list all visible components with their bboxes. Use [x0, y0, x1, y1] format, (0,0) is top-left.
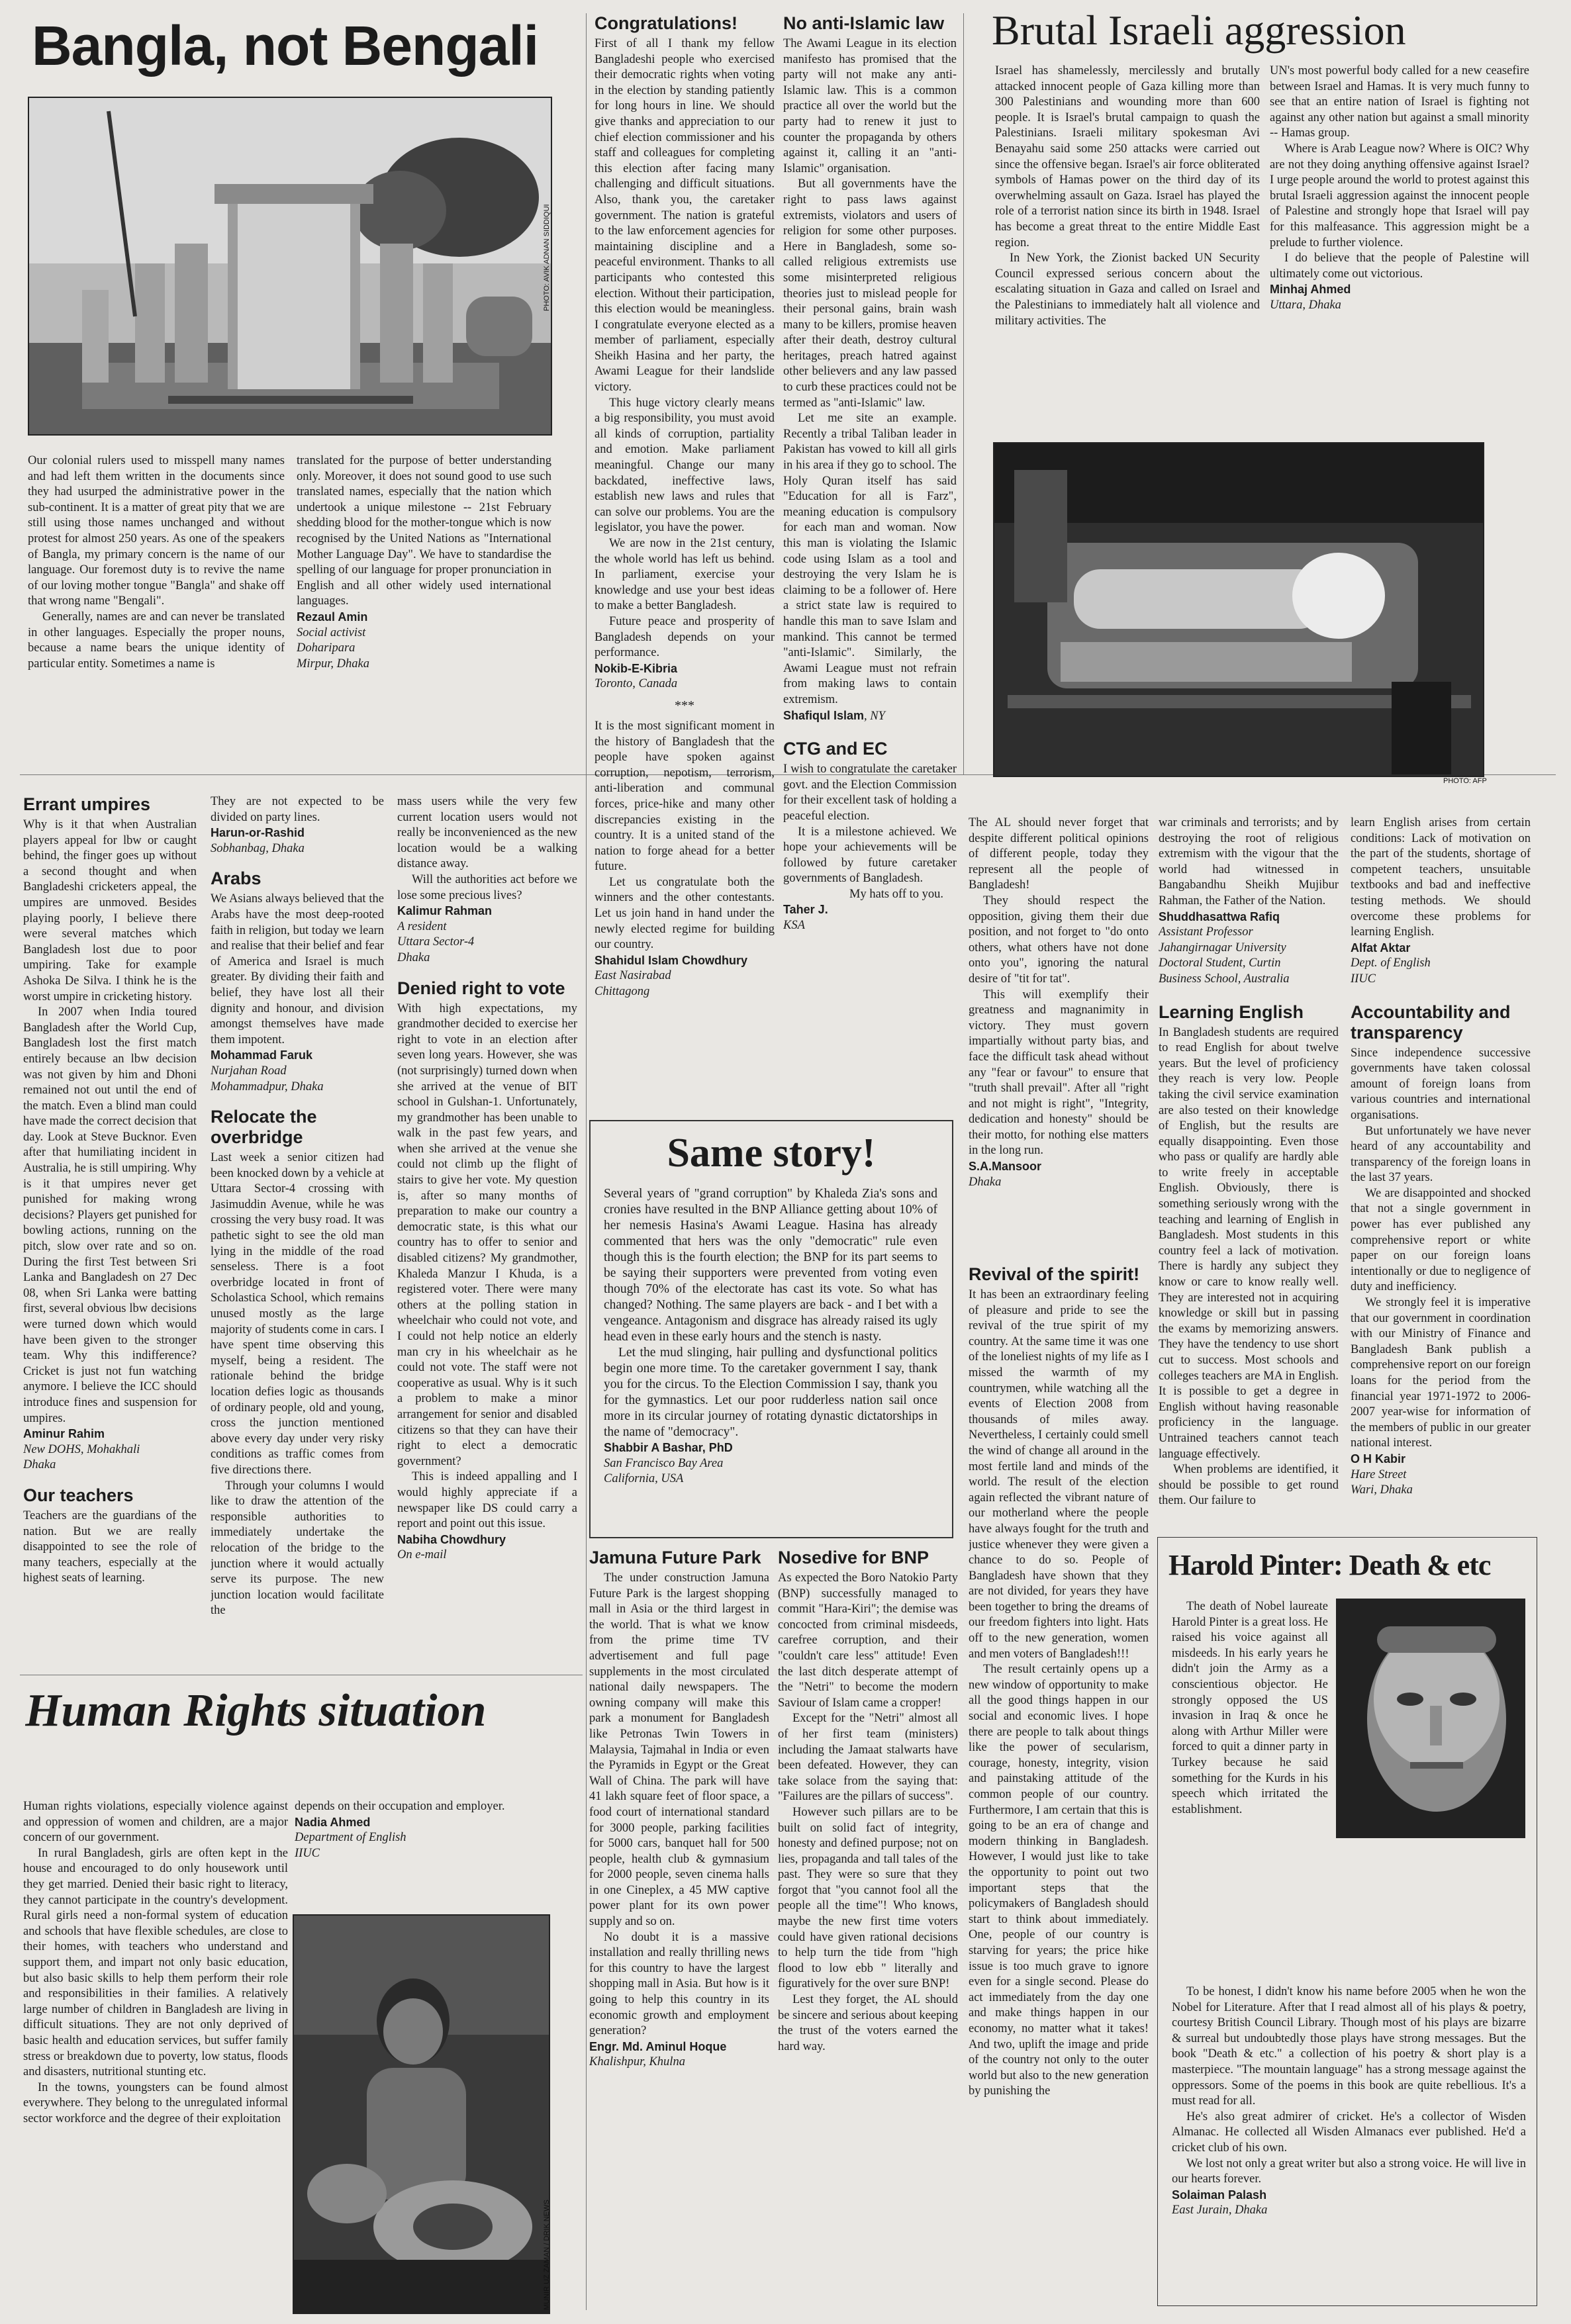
article-israel-col1	[995, 64, 1260, 424]
signature-name: Shafiqul Islam	[783, 708, 865, 722]
article-title: Revival of the spirit!	[969, 1264, 1140, 1284]
article-bangla-col2	[297, 453, 551, 748]
article-arabs-p1: We Asians always believed that the Arabs have the most deep-rooted faith in religion, but today we learn and realise that their belief and fear of America and Israel is much greater. By dividing their faith and belief, they have lost all their dignity and honour, and division amongst themselves have made them impotent.	[211, 892, 384, 1046]
signature-name: Nabiha Chowdhury	[397, 1532, 506, 1546]
article-israel-p1: Israel has shamelessly, mercilessly and brutally attacked innocent people of Gaza killing more than 300 Palestinians and wounding more than 600 people. It is Israel's brutal campaign to quash the Palestinians. Israeli military spokesman Avi Benayahu said some 250 attacks were carried out since the offensive began. Israel's air force obliterated symbols of Hamas power on the third day of its overwhelming assault on Gaza. Israel has played the role of a terrorist nation since its birth in 1948. Israel has become a great threat to the entire Middle East region.	[995, 64, 1260, 250]
article-congrats-p3: We are now in the 21st century, the whole world has left us behind. In parliament, exercise your knowledge and use your best ideas to make a better Bangladesh.	[595, 537, 775, 613]
article-pinter-p3: He's also great admirer of cricket. He's a collector of Wisden Almanac. He collected all Wisden Almanacs ever published. He'd a cricket club of his own.	[1172, 2110, 1526, 2155]
article-title: Our teachers	[23, 1485, 134, 1505]
article-israel-p2: In New York, the Zionist backed UN Security Council expressed serious concern about the escalating situation in Gaza and called on Israel and the Palestinians to immediately halt all violence and military activities. The	[995, 252, 1260, 328]
signature-address: New DOHS, Mohakhali	[23, 1442, 140, 1456]
article-human-rights-p3: In the towns, youngsters can be found almost everywhere. They belong to the unregulated informal sector workforce and the degree of their exploitation	[23, 2080, 288, 2125]
article-bangla-p3: translated for the purpose of better understanding only. Moreover, it does not sound good to use such translated names, especially that the nation which undertook a unique milestone -- 21st February shedding blood for the mother-tongue which is now recognised by the United Nations as "International Mother Language Day". We have to standardise the spelling of our language for proper pronunciation in English and all other widely used international languages.	[297, 454, 551, 608]
headline-human-rights: Human Rights situation	[25, 1685, 487, 1736]
article-teachers-p1: Teachers are the guardians of the nation. But we are really disappointed to see the role of many teachers, especially at the highest seats of learning.	[23, 1509, 197, 1585]
article-accountability-p3: We are disappointed and shocked that not a single government in power has ever published any comprehensive report or white paper on our foreign loans intentionally or due to negligence of duty and inefficiency.	[1351, 1186, 1531, 1294]
article-anti-islamic-p2: But all governments have the right to pass laws against extremists, violators and users of religion for some other purposes. Here in Bangladesh, some so-called religious extremists use some misinterpreted religious theories just to mislead people for their personal gains, brain wash many to be killers, promise heaven after their death, destroy cultural heritages, preach hatred against other believers and any law passed to curb these practices could not be termed as "anti-Islamic" law.	[783, 177, 957, 410]
article-accountability-p2: But unfortunately we have never heard of any accountability and transparency of the foreign loans in the last 37 years.	[1351, 1124, 1531, 1185]
article-anti-islamic-p3: Let me site an example. Recently a tribal Taliban leader in Pakistan has vowed to kill all girls in his area if they go to school. The Holy Quran itself has said "Education for all is Farz", meaning education is compulsory for each man and woman. Now this man is violating the Islamic code using Islam as a tool and destroying the very Islam he is claiming to be a follower of. Here a strict state law is required to handle this man to save Islam and mankind. This cannot be termed "anti-Islamic". Similarly, the Awami League must not refrain from making laws to contain extremism.	[783, 412, 957, 706]
signature-name: Mohammad Faruk	[211, 1048, 313, 1062]
signature-designation: Department of English	[295, 1831, 406, 1845]
article-israel-p4: Where is Arab League now? Where is OIC? Why are not they doing anything offensive against Israel? I urge people around the world to protest against this brutal Israeli aggression against the innocent people of Palestine and strongly hope that Israel will pay for this malfeasance. This aggression might be a prelude to further violence.	[1270, 142, 1529, 250]
headline-pinter: Harold Pinter: Death & etc	[1168, 1549, 1491, 1581]
signature-designation: Social activist	[297, 626, 366, 639]
photo-credit-gaza: PHOTO: AFP	[1443, 777, 1487, 785]
article-nosedive	[778, 1548, 958, 2315]
article-pinter-p2: To be honest, I didn't know his name before 2005 when he won the Nobel for Literature. After that I read almost all of his plays & poetry, courtesy British Council Library. Though most of his plays are bizarre & surreal but undoubtedly those plays have strong messages. But the book "Death & etc." a collection of his poetry & short play is a masterpiece. "The mountain language" has a strong message against the oppressors. Some of the poems in this book are quite rebellious. It's a must read for all.	[1172, 1985, 1526, 2108]
article-israel-col2	[1270, 64, 1529, 424]
article-title: Denied right to vote	[397, 978, 565, 998]
article-war-criminals	[1159, 815, 1339, 1530]
signature-address: Uttara, Dhaka	[1270, 298, 1341, 312]
article-congrats	[595, 13, 775, 1112]
signature-designation: Doctoral Student, Curtin	[1159, 956, 1281, 970]
article-vote-p2: This is indeed appalling and I would highly appreciate if a newspaper like DS could carry a report and point out this issue.	[397, 1470, 577, 1531]
article-al-p3: This will exemplify their greatness and magnanimity in victory. They must govern impartially without party bias, and face the difficult task ahead without any "fear or favour" to ensure that "truth shall prevail". After all "right and not might is right", "Integrity, dedication and honesty" should be their motto, for nothing else matters in the long run.	[969, 988, 1149, 1158]
article-nosedive-p4: Lest they forget, the AL should be sincere and serious about keeping the trust of the voters earned the hard way.	[778, 1993, 958, 2053]
signature-address: East Jurain, Dhaka	[1172, 2204, 1268, 2217]
signature-name: Nokib-E-Kibria	[595, 661, 678, 675]
signature-address: , NY	[864, 709, 885, 723]
photo-credit-shaheed-minar: PHOTO: AVIK ADNAN SIDDIQUI	[543, 204, 551, 311]
signature-designation: Jahangirnagar University	[1159, 941, 1286, 954]
article-revival	[969, 1264, 1149, 2317]
article-overbridge-p2: Through your columns I would like to draw the attention of the responsible authorities to immediately undertake the relocation of the bridge to the junction where it would actually serve its purpose. The new junction location would facilitate the	[211, 1479, 384, 1618]
article-title: Learning English	[1159, 1001, 1304, 1022]
gaza-photo-illustration	[994, 443, 1483, 776]
signature-address: Dhaka	[23, 1458, 56, 1472]
article-human-rights-p4: depends on their occupation and employer.	[295, 1800, 505, 1813]
signature-name: Nadia Ahmed	[295, 1815, 371, 1829]
signature-address: On e-mail	[397, 1548, 447, 1562]
article-english-p2: When problems are identified, it should be possible to get round them. Our failure to	[1159, 1463, 1339, 1508]
signature-address: Mirpur, Dhaka	[297, 657, 369, 671]
photo-shaheed-minar	[28, 97, 552, 436]
signature-designation: Assistant Professor	[1159, 925, 1253, 939]
signature-name: Kalimur Rahman	[397, 904, 493, 918]
article-israel-p5: I do believe that the people of Palestine will ultimately come out victorious.	[1270, 252, 1529, 281]
article-title: Congratulations!	[595, 13, 738, 33]
article-ctg-p3: My hats off to you.	[849, 887, 944, 901]
signature-designation: Business School, Australia	[1159, 972, 1290, 986]
article-umpires	[23, 794, 197, 1784]
article-title: No anti-Islamic law	[783, 13, 945, 33]
article-title: Jamuna Future Park	[589, 1548, 761, 1567]
signature-name: Shabbir A Bashar, PhD	[604, 1441, 733, 1454]
signature-address: Doharipara	[297, 641, 356, 655]
article-al	[969, 815, 1149, 1252]
signature-designation: IIUC	[295, 1846, 320, 1860]
photo-gaza	[993, 442, 1484, 777]
article-same-story	[604, 1186, 937, 1530]
signature-address: Uttara Sector-4	[397, 935, 475, 949]
headline-israel: Brutal Israeli aggression	[992, 7, 1406, 54]
article-english-p3: learn English arises from certain conditions: Lack of motivation on the part of the students, shortage of competent teachers, unsuitable textbooks and bad and ineffective testing methods. We should overcome these problems for learning English.	[1351, 816, 1531, 939]
article-pinter-body	[1172, 1984, 1526, 2305]
signature-name: Engr. Md. Aminul Hoque	[589, 2039, 727, 2053]
signature-address: Hare Street	[1351, 1467, 1407, 1481]
article-overbridge-p4: Will the authorities act before we lose some precious lives?	[397, 872, 577, 902]
article-ctg-p2: It is a milestone achieved. We hope your achievements will be followed by future caretaker governments of Bangladesh.	[783, 825, 957, 886]
article-pinter-intro	[1172, 1599, 1328, 1983]
article-title: Arabs	[211, 868, 262, 889]
signature-name: Taher J.	[783, 903, 828, 917]
column-divider	[963, 13, 964, 774]
article-nosedive-p3: However such pillars are to be built on solid fact of integrity, honesty and defined purpose; not on lies, propaganda and tall tales of the past. They were so sure that they forgot that "you cannot fool all the people all the time"! Who knows, maybe the new first time voters could have given rational decisions to help turn the tide from "high flood to low ebb " literally and figuratively for the over sure BNP!	[778, 1805, 958, 1991]
photo-pinter	[1336, 1599, 1525, 1838]
article-english-p1: In Bangladesh students are required to read English for about twelve years. But the level of proficiency they reach is very low. People taking the civil service examination are also tested on their knowledge of English, but the results are equally disappointing. Even those who pass or qualify are hardly able to write freely in acceptable English. Obviously, there is something seriously wrong with the teaching and learning of English in Bangladesh. Most students in this country feel a lack of motivation. There is hardly any subject they know or care to know really well. They are interested not in acquiring knowledge or skill but in passing the exams by memorizing answers. They have the tendency to use short cut to success. Most schools and colleges teachers are MA in English. It is possible to get a degree in English without having reasonable proficiency in the language. Untrained teachers cannot teach language effectively.	[1159, 1025, 1339, 1461]
pinter-portrait-illustration	[1337, 1600, 1524, 1837]
signature-name: S.A.Mansoor	[969, 1160, 1042, 1174]
article-al-p2: They should respect the opposition, giving them their due position, and not forget to "do onto others, what others have not done onto you", ignoring the natural desire of "tit for tat".	[969, 894, 1149, 986]
article-accountability-p4: We strongly feel it is imperative that our government in coordination with our Ministry of Finance and Bangladesh Bank publish a comprehensive report on our foreign loans for the period from the financial year 1971-1972 to 2006-2007 year-wise for information of the members of public in our greater national interest.	[1351, 1296, 1531, 1450]
article-teachers-cont	[211, 794, 384, 1784]
article-overbridge-p1: Last week a senior citizen had been knocked down by a vehicle at Uttara Sector-4 crossing with Jasimuddin Avenue, while he was crossing the very busy road. It was pathetic sight to see the old man lying in the middle of the road senseless. There is a foot overbridge located in front of Scholastica School, which remains unused mostly as the large majority of students come in cars. I have spent time observing this myself, being a resident. The rationale behind the bridge location defies logic as thousands of ordinary people, old and young, cross the junction mentioned above every day under very risky conditions as traffic comes from five directions there.	[211, 1151, 384, 1477]
article-human-rights-p2: In rural Bangladesh, girls are often kept in the house and encouraged to do only housework until they get married. Denied their basic right to literacy, they cannot participate in the country's development. Rural girls need a non-formal system of education and schools that have flexible schedules, are close to their homes, with teachers who understand and support them, and impart not only basic education, but also basic skills to help them perform their role and responsibilities in their families. A relatively large number of children in Bangladesh are living in difficult situations. They are not only deprived of basic health and education services, but suffer family stress or breakdown due to poverty, low status, floods and disasters, nutritional stunting etc.	[23, 1846, 288, 2079]
shaheed-minar-illustration	[29, 98, 551, 434]
article-nosedive-p2: Except for the "Netri" almost all of her first team (ministers) including the Jamaat stalwarts have been defeated. However, they can take solace from the saying that: "Failures are the pillars of success".	[778, 1712, 958, 1804]
article-bangla-p2: Generally, names are and can never be translated in other languages. Especially the proper nouns, because a name bears the unique identity of particular entity. Sometimes a name is	[28, 610, 285, 671]
article-bangla-col1	[28, 453, 285, 745]
article-war-criminals-p1: war criminals and terrorists; and by destroying the root of religious extremism with the vigour that the world had witnessed in Bangabandhu Sheikh Mujibur Rahman, the Father of the Nation.	[1159, 816, 1339, 907]
article-ctg-p1: I wish to congratulate the caretaker govt. and the Election Commission for their excellent task of holding a peaceful election.	[783, 763, 957, 823]
article-congrats-p1: First of all I thank my fellow Bangladeshi people who exercised their democratic rights when voting in the election by standing patiently for long hours in line. We should give thanks and appreciation to our chief election commissioner and his staff and colleagues for completing this election after facing many challenging and difficult situations. Also, thank you, the caretaker government. The nation is grateful to the law enforcement agencies for maintaining discipline and a peaceful environment. Thanks to all participants who contested this election. Without their participation, this election would be meaningless. I congratulate everyone elected as a member of parliament, especially Sheikh Hasina and her party, the Awami League for their landslide victory.	[595, 37, 775, 395]
signature-name: Aminur Rahim	[23, 1427, 105, 1441]
signature-address: Dhaka	[397, 951, 430, 964]
article-congrats-p5: It is the most significant moment in the history of Bangladesh that the people have spoken against corruption, nepotism, terrorism, anti-liberation and communal forces, price-hike and many other discrepancies existing in the country. It is a united stand of the nation to forge ahead for a better future.	[595, 719, 775, 874]
signature-address: East Nasirabad	[595, 969, 671, 983]
article-same-story-p2: Let the mud slinging, hair pulling and dysfunctional politics begin one more time. To the caretaker government I say, thank you for the circus. To the Election Commission I say, thank you for the gymnastics. Let our poor rudderless nation sail once more in its circular journey of rotating dynastic dictatorships in the name of "democracy".	[604, 1346, 937, 1439]
article-congrats-p4: Future peace and prosperity of Bangladesh depends on your performance.	[595, 614, 775, 660]
article-human-rights-p1: Human rights violations, especially violence against and oppression of women and children, are a major concern of our government.	[23, 1800, 288, 1845]
article-pinter-p4: We lost not only a great writer but also a strong voice. He will live in our hearts forever.	[1172, 2157, 1526, 2186]
article-human-rights	[23, 1799, 288, 2315]
article-bangla-p1: Our colonial rulers used to misspell many names and had left them written in the documents since they had usurped the administrative power in the sub-continent. It is a matter of great pity that we are still using those names unchanged and without protest for almost 250 years. As one of the speakers of Bangla, my primary concern is the name of our language. Our foremost duty is to revive the name of our loving mother tongue "Bangla" and shake off that wrong name "Bengali".	[28, 454, 285, 608]
article-congrats-p6: Let us congratulate both the winners and the other contestants. Let us join hand in hand under the newly elected regime for building our country.	[595, 875, 775, 952]
article-revival-p2: The result certainly opens up a new window of opportunity to make all the good things happen in our social and economic lives. I hope there are people to talk about things like the power of secularism, courage, honesty, integrity, vision and painstaking attitude of the common people of our country. Furthermore, I am certain that this is going to be an era of change and modern thinking in Bangladesh. However, I would just like to take the opportunity to point out two important steps that the policymakers of Bangladesh should start to think about immediately. One, people of our country is starving for years; the price hike issue is too much grave to ignore even for a single second. Please do act immediately from the day one and make things happen in our economy, no matter what it takes! And two, uplift the image and pride of the country not only to the outer world but also to the new generation by punishing the	[969, 1663, 1149, 2098]
child-worker-illustration	[294, 1916, 549, 2313]
signature-address: Mohammadpur, Dhaka	[211, 1080, 324, 1093]
signature-name: O H Kabir	[1351, 1452, 1406, 1465]
article-al-p1: The AL should never forget that despite different political opinions of different people, today they represent all the people of Bangladesh!	[969, 816, 1149, 892]
signature-address: San Francisco Bay Area	[604, 1456, 724, 1470]
article-title: Errant umpires	[23, 794, 151, 814]
photo-credit-worker: MUNIR UZ ZAMAN / DRIK NEWS	[543, 2200, 551, 2310]
article-anti-islamic-p1: The Awami League in its election manifesto has promised that the party will not make any anti-Islamic law. This is a common practice all over the world but the party had to renew it just to counter the propaganda by others against it, calling it an "anti-Islamic" organisation.	[783, 37, 957, 175]
signature-designation: IIUC	[1351, 972, 1376, 986]
signature-address: Wari, Dhaka	[1351, 1483, 1413, 1497]
article-vote-p1: With high expectations, my grandmother decided to exercise her right to vote in an election after seven long years. However, she was (not surprisingly) turned down when she arrived at the venue of BIT school in Gulshan-1. Unfortunately, my grandmother has been unable to walk in the past few years, and when she arrived at the venue she could not climb up the flight of stairs to give her vote. My question is, after so many months of preparation to make our country a democratic state, is this what our country has to offer to senior and disabled citizens? My grandmother, Khaleda Manzur I Khuda, is a registered voter. There were many others at the polling station in wheelchair who could not vote, and I could not help notice an elderly man cry in his wheelchair as he could not vote. The staff were not cooperative as usual. Why is it such a problem to make a minor arrangement for senior and disabled citizens so that they can have their right to elect a democratic government?	[397, 1001, 577, 1468]
signature-address: Nurjahan Road	[211, 1064, 287, 1078]
article-title: CTG and EC	[783, 739, 888, 759]
column-divider	[586, 13, 587, 2310]
article-accountability	[1351, 815, 1531, 1530]
signature-name: Rezaul Amin	[297, 610, 368, 624]
article-teachers-p2: They are not expected to be divided on party lines.	[211, 795, 384, 824]
signature-address: California, USA	[604, 1472, 684, 1486]
article-umpires-p2: In 2007 when India toured Bangladesh after the World Cup, Bangladesh lost the first match entirely because an lbw decision was not given by him and Dhoni remained not out until the end of the match. Even a blind man could have made the correct decision that day. Look at Steve Bucknor. Even after that humiliating incident in Australia, he is still umpiring. Why is it that umpires never get punished for making wrong decisions? Players get punished for bowling actions, running on the pitch, slow over rate and so on. During the first Test between Sri Lanka and Bangladesh on 27 Dec 08, when Sri Lanka were batting first, several obvious lbw decisions were turned down which would have been given to the stronger team. Why this indifference? Cricket is just not fun watching anymore. I believe the ICC should introduce fines and suspension for umpires.	[23, 1005, 197, 1425]
article-accountability-p1: Since independence successive governments have taken colossal amount of foreign loans from various countries and international organisations.	[1351, 1046, 1531, 1122]
separator-stars: ***	[675, 698, 694, 713]
article-title: Accountability and transparency	[1351, 1001, 1511, 1043]
article-jamuna-p2: No doubt it is a massive installation and really thrilling news for this country to have the largest shopping mall in Asia. But how is it going to help this country in its economic growth and employment generation?	[589, 1930, 769, 2038]
signature-address: Sobhanbag, Dhaka	[211, 841, 305, 855]
article-israel-p3: UN's most powerful body called for a new ceasefire between Israel and Hamas. It is very much funny to see that an entire nation of Israel is fighting not against any other nation but against a small minority -- Hamas group.	[1270, 64, 1529, 140]
article-vote	[397, 794, 577, 1784]
signature-name: Shahidul Islam Chowdhury	[595, 953, 748, 967]
signature-address: KSA	[783, 919, 805, 933]
article-title: Nosedive for BNP	[778, 1548, 929, 1567]
article-jamuna-p1: The under construction Jamuna Future Park is the largest shopping mall in Asia or the third largest in the world. That is what we know from the prime time TV advertisement and full page supplements in the most circulated national daily newspapers. The owning company will make this park a monument for Bangladesh like Petronas Twin Towers in Malaysia, Tajmahal in India or even the Pyramids in Egypt or the Great Wall of China. The park will have 41 lakh square feet of floor space, a food court of international standard for 3000 people, parking facilities for 5000 cars, banquet hall for 500 people, health club & gymnasium for 2000 people, seven cinema halls in one Cineplex, a 45 MW captive power plant for its own power supply and so on.	[589, 1571, 769, 1929]
signature-address: Toronto, Canada	[595, 677, 678, 691]
signature-name: Shuddhasattwa Rafiq	[1159, 909, 1280, 923]
signature-designation: A resident	[397, 919, 447, 933]
article-nosedive-p1: As expected the Boro Natokio Party (BNP) successfully managed to commit "Hara-Kiri"; the demise was concocted from criminal misdeeds, carefree corruption, and their "couldn't care less" attitude! Even the last ditch desperate attempt of the "Netri" to become the modern Saviour of Islam came a cropper!	[778, 1571, 958, 1710]
headline-bangla: Bangla, not Bengali	[32, 15, 539, 77]
signature-name: Minhaj Ahmed	[1270, 283, 1351, 297]
signature-address: Chittagong	[595, 985, 650, 999]
article-pinter-p1: The death of Nobel laureate Harold Pinter is a great loss. He raised his voice against all misdeeds. In his early years he didn't join the Army as a conscientious objector. He strongly opposed the US invasion in Iraq & once he along with Arthur Miller were forced to quit a dinner party in Turkey because he said something for the Kurds in his speech which irritated the establishment.	[1172, 1600, 1328, 1816]
signature-address: Dhaka	[969, 1175, 1002, 1189]
article-title: Relocate the overbridge	[211, 1107, 317, 1148]
signature-address: Khalishpur, Khulna	[589, 2055, 685, 2069]
article-human-rights-col2	[295, 1799, 559, 1892]
article-same-story-p1: Several years of "grand corruption" by Khaleda Zia's sons and cronies have resulted in the BNP Alliance getting about 10% of her nemesis Hasina's Awami League. Hasina has already commented that hers was the only "democratic" rule even though this is the fourth election; the BNP for its part seems to be saying their supporters were prevented from voting even though 70% of the electorate has cast its vote. So what has changed? Nothing. The same players are back - and I bet with a vengeance. Antagonism and disgrace has already raised its ugly head even in these early hours and the stench is nasty.	[604, 1187, 937, 1344]
signature-designation: Dept. of English	[1351, 956, 1431, 970]
article-umpires-p1: Why is it that when Australian players appeal for lbw or caught behind, the finger goes up without a second thought and when Bangladeshi cricketers appeal, the umpires are unmoved. Besides playing poorly, I believe there were several matches which Bangladesh lost due to poor umpiring. Take for example Ashoka De Silva. I think he is the worst umpire in cricketing history.	[23, 818, 197, 1003]
article-jamuna	[589, 1548, 769, 2315]
headline-same-story: Same story!	[667, 1131, 876, 1176]
article-congrats-p2: This huge victory clearly means a big responsibility, you must avoid all kinds of corruption, partiality and emotion. Make parliament meaningful. Change our many backdated, ineffective laws, establish new laws and rules that can solve our problems. You are the legislator, you have the power.	[595, 396, 775, 535]
signature-name: Solaiman Palash	[1172, 2188, 1267, 2202]
photo-child-worker	[293, 1914, 550, 2314]
signature-name: Alfat Aktar	[1351, 941, 1411, 954]
signature-name: Harun-or-Rashid	[211, 826, 305, 840]
article-anti-islamic	[783, 13, 957, 1092]
article-revival-p1: It has been an extraordinary feeling of pleasure and pride to see the revival of the true spirit of my country. At the same time it was one of the loneliest nights of my life as I missed the warmth of my countrymen, while watching all the events of Election 2008 from thousands of miles away. Nevertheless, I certainly could smell the wind of change all around in the most fertile land and minds of the world. The result of the election again reflected the vibrant nature of our motherland where the people have always fought for the truth and justice whenever they were given a chance to do so. People of Bangladesh have shown that they are not divided, for years they have been together to bring the dreams of our freedom fighters into light. Hats off to the new generation, women and men voters of Bangladesh!!!	[969, 1288, 1149, 1661]
article-overbridge-p3: mass users while the very few current location users would not really be inconvenienced as the new location would be a walking distance away.	[397, 795, 577, 871]
